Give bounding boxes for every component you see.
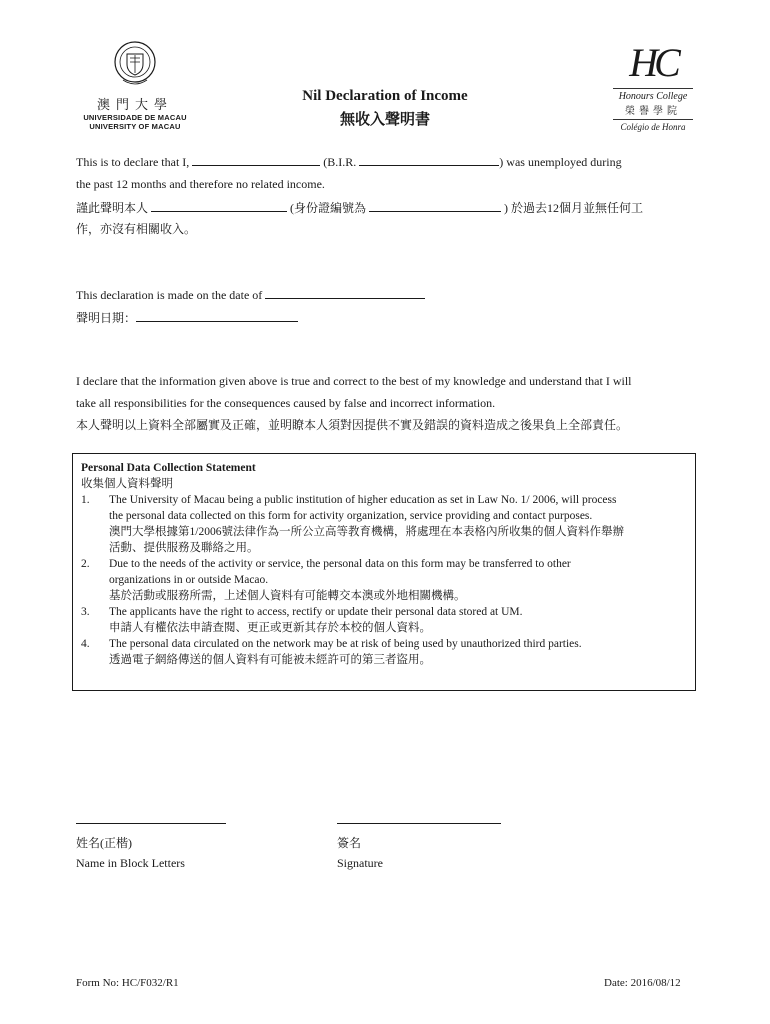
- declaration-en-post: ) was unemployed during: [499, 155, 622, 169]
- pdcs-item-en: organizations in or outside Macao.: [109, 574, 269, 586]
- page-title-zh: 無收入聲明書: [339, 112, 430, 128]
- declaration-zh-line1: [76, 199, 643, 216]
- date-label-zh: 聲明日期：: [76, 311, 137, 325]
- um-crest-icon: [113, 40, 157, 88]
- um-name-zh: 澳門大學: [96, 97, 173, 112]
- hc-mark: [613, 40, 693, 86]
- pdcs-title-en: Personal Data Collection Statement: [81, 462, 256, 474]
- pdcs-item-zh: 基於活動或服務所需，上述個人資料有可能轉交本澳或外地相關機構。: [109, 590, 466, 602]
- signature-label-zh: 簽名: [337, 836, 362, 850]
- pdcs-item-4: [81, 636, 687, 668]
- responsibility-en-2: take all responsibilities for the consequences caused by false and incorrect information.: [76, 396, 496, 410]
- pdcs-item-en: The applicants have the right to access, rectify or update their personal data stored at UM.: [109, 606, 523, 618]
- pdcs-item-en: the personal data collected on this form for activity organization, service providing and contact purposes.: [109, 510, 593, 522]
- signature-line[interactable]: [337, 823, 501, 824]
- date-blank[interactable]: [265, 287, 425, 299]
- bir-blank[interactable]: [359, 154, 499, 166]
- declaration-zh-line2: 作，亦沒有相關收入。: [76, 222, 197, 236]
- pdcs-item-num: 2.: [81, 558, 90, 570]
- pdcs-item-2: [81, 556, 687, 604]
- page-title-en: Nil Declaration of Income: [302, 88, 468, 104]
- pdcs-item-en: The personal data circulated on the network may be at risk of being used by unauthorized third parties.: [109, 638, 582, 650]
- pdcs-item-1: [81, 492, 687, 556]
- form-number: Form No: HC/F032/R1: [76, 977, 179, 989]
- responsibility-en-1: I declare that the information given above is true and correct to the best of my knowledge and understand that I will: [76, 374, 632, 388]
- hc-name-pt: Colégio de Honra: [620, 122, 686, 132]
- pdcs-item-zh: 申請人有權依法申請查閱、更正或更新其存於本校的個人資料。: [109, 622, 431, 634]
- pdcs-item-zh: 透過電子網絡傳送的個人資料有可能被未經許可的第三者盜用。: [109, 654, 431, 666]
- declaration-en-line1: [76, 154, 622, 170]
- name-label-en: Name in Block Letters: [76, 856, 185, 870]
- pdcs-item-num: 1.: [81, 494, 90, 506]
- hc-mark-letters: HC: [629, 40, 677, 85]
- name-signature-line[interactable]: [76, 823, 226, 824]
- date-blank-zh[interactable]: [136, 310, 298, 322]
- um-name-en: UNIVERSITY OF MACAU: [89, 122, 181, 131]
- pdcs-item-en: The University of Macau being a public institution of higher education as set in Law No. 1/ 2006, will process: [109, 494, 617, 506]
- declaration-zh-pre: 謹此聲明本人: [76, 201, 149, 215]
- declaration-zh-post: ) 於過去12個月並無任何工: [504, 201, 644, 215]
- responsibility-zh: 本人聲明以上資料全部屬實及正確，並明瞭本人須對因提供不實及錯誤的資料造成之後果負上全部責任。: [76, 418, 629, 432]
- id-blank-zh[interactable]: [369, 200, 501, 212]
- pdcs-item-en: Due to the needs of the activity or service, the personal data on this form may be transferred to other: [109, 558, 571, 570]
- date-label-en: This declaration is made on the date of: [76, 288, 263, 302]
- hc-name-zh: 榮譽學院: [625, 106, 681, 117]
- pdcs-item-num: 4.: [81, 638, 90, 650]
- declaration-zh-id: (身份證編號為: [290, 201, 367, 215]
- form-date: Date: 2016/08/12: [604, 977, 681, 989]
- signature-label-en: Signature: [337, 856, 383, 870]
- pdcs-item-num: 3.: [81, 606, 90, 618]
- declaration-en-line2: the past 12 months and therefore no related income.: [76, 177, 325, 191]
- name-blank-zh[interactable]: [151, 200, 287, 212]
- pdcs-item-zh: 澳門大學根據第1/2006號法律作為一所公立高等教育機構，將處理在本表格內所收集的個人資料作舉辦: [109, 526, 624, 538]
- declaration-en-bir: (B.I.R.: [323, 155, 357, 169]
- name-blank[interactable]: [192, 154, 320, 166]
- pdcs-title-zh: 收集個人資料聲明: [81, 478, 173, 490]
- pdcs-item-zh: 活動、提供服務及聯絡之用。: [109, 542, 259, 554]
- pdcs-item-3: [81, 604, 687, 636]
- date-line-zh: [76, 309, 298, 326]
- pdcs-box: [72, 453, 696, 691]
- name-label-zh: 姓名(正楷): [76, 836, 132, 850]
- hc-name-en: Honours College: [618, 91, 688, 102]
- date-line-en: [76, 287, 425, 303]
- declaration-en-pre: This is to declare that I,: [76, 155, 190, 169]
- um-name-pt: UNIVERSIDADE DE MACAU: [83, 113, 187, 122]
